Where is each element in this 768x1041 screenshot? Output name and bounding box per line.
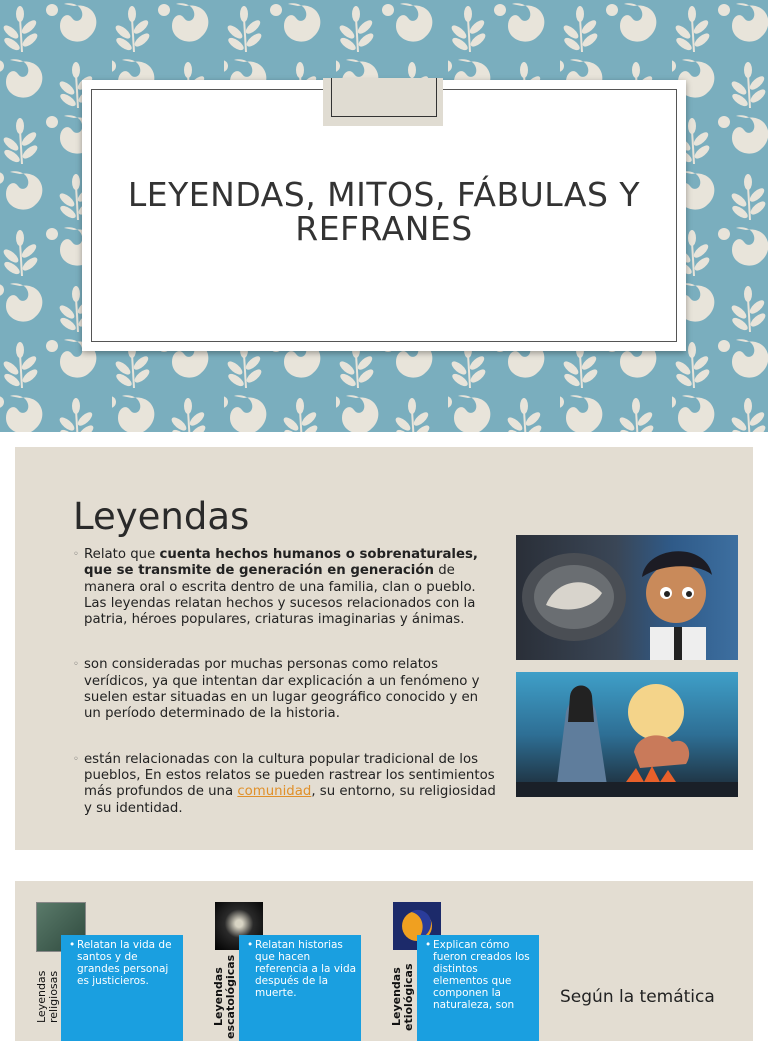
etiologicas-label: Leyendas etiológicas xyxy=(390,963,415,1031)
escatologicas-box: • Relatan historias que hacen referencia a la vida después de la muerte. xyxy=(239,935,361,1041)
leyendas-heading: Leyendas xyxy=(73,495,250,538)
bullet-3-pre: están relacionadas con la cultura popular tradicional de los pueblos, En estos relatos se pueden rastrear los sentimientos más profundos de una xyxy=(84,751,495,800)
title-line-2: REFRANES xyxy=(295,209,473,248)
bullet-dot-icon: ◦ xyxy=(73,753,79,765)
page-title xyxy=(82,175,686,248)
religiosas-box: • Relatan la vida de santos y de grandes personaj es justicieros. xyxy=(61,935,183,1041)
escatologicas-label: Leyendas escatológicas xyxy=(212,954,237,1040)
legend-cartoon-image xyxy=(516,535,738,660)
etiologicas-text: Explican cómo fueron creados los distintos elementos que componen la naturaleza, son xyxy=(433,939,530,1011)
bullet-dot-icon: ◦ xyxy=(73,549,79,560)
bullet-3 xyxy=(73,752,498,817)
title-card-tab xyxy=(323,78,443,126)
bullet-1-pre: Relato que xyxy=(84,547,160,562)
leyendas-slide xyxy=(15,447,753,850)
tematica-label: Según la temática xyxy=(560,987,715,1007)
etiologicas-box: • Explican cómo fueron creados los distintos elementos que componen la naturaleza, son xyxy=(417,935,539,1041)
leyendas-bullets xyxy=(73,547,498,817)
religiosas-label: Leyendas religiosas xyxy=(35,970,60,1024)
title-slide xyxy=(0,0,768,432)
bullet-1-post: de manera oral o escrita dentro de una familia, clan o pueblo. Las leyendas relatan hechos y sucesos relacionados con la patria, héroes populares, criaturas imaginarias y ánimas. xyxy=(84,563,476,628)
religiosas-text: Relatan la vida de santos y de grandes personaj es justicieros. xyxy=(77,939,172,987)
bullet-2-text: son consideradas por muchas personas como relatos verídicos, ya que intentan dar explicación a un fenómeno y suelen estar situadas en un lugar geográfico conocido y en un período determinado de la historia. xyxy=(84,657,480,722)
clasificacion-slide xyxy=(15,881,753,1041)
bullet-3-post: , su entorno, su religiosidad y su identidad. xyxy=(84,784,496,816)
title-line-1: LEYENDAS, MITOS, FÁBULAS Y xyxy=(127,175,641,214)
bullet-1 xyxy=(73,547,498,628)
title-card xyxy=(82,80,686,351)
bullet-1-bold: cuenta hechos humanos o sobrenaturales, que se transmite de generación en generación xyxy=(84,547,478,579)
legend-night-image xyxy=(516,672,738,797)
escatologicas-text: Relatan historias que hacen referencia a la vida después de la muerte. xyxy=(255,939,357,999)
bullet-dot-icon: ◦ xyxy=(73,659,79,671)
comunidad-link[interactable]: comunidad xyxy=(237,784,312,800)
bullet-2 xyxy=(73,657,498,722)
